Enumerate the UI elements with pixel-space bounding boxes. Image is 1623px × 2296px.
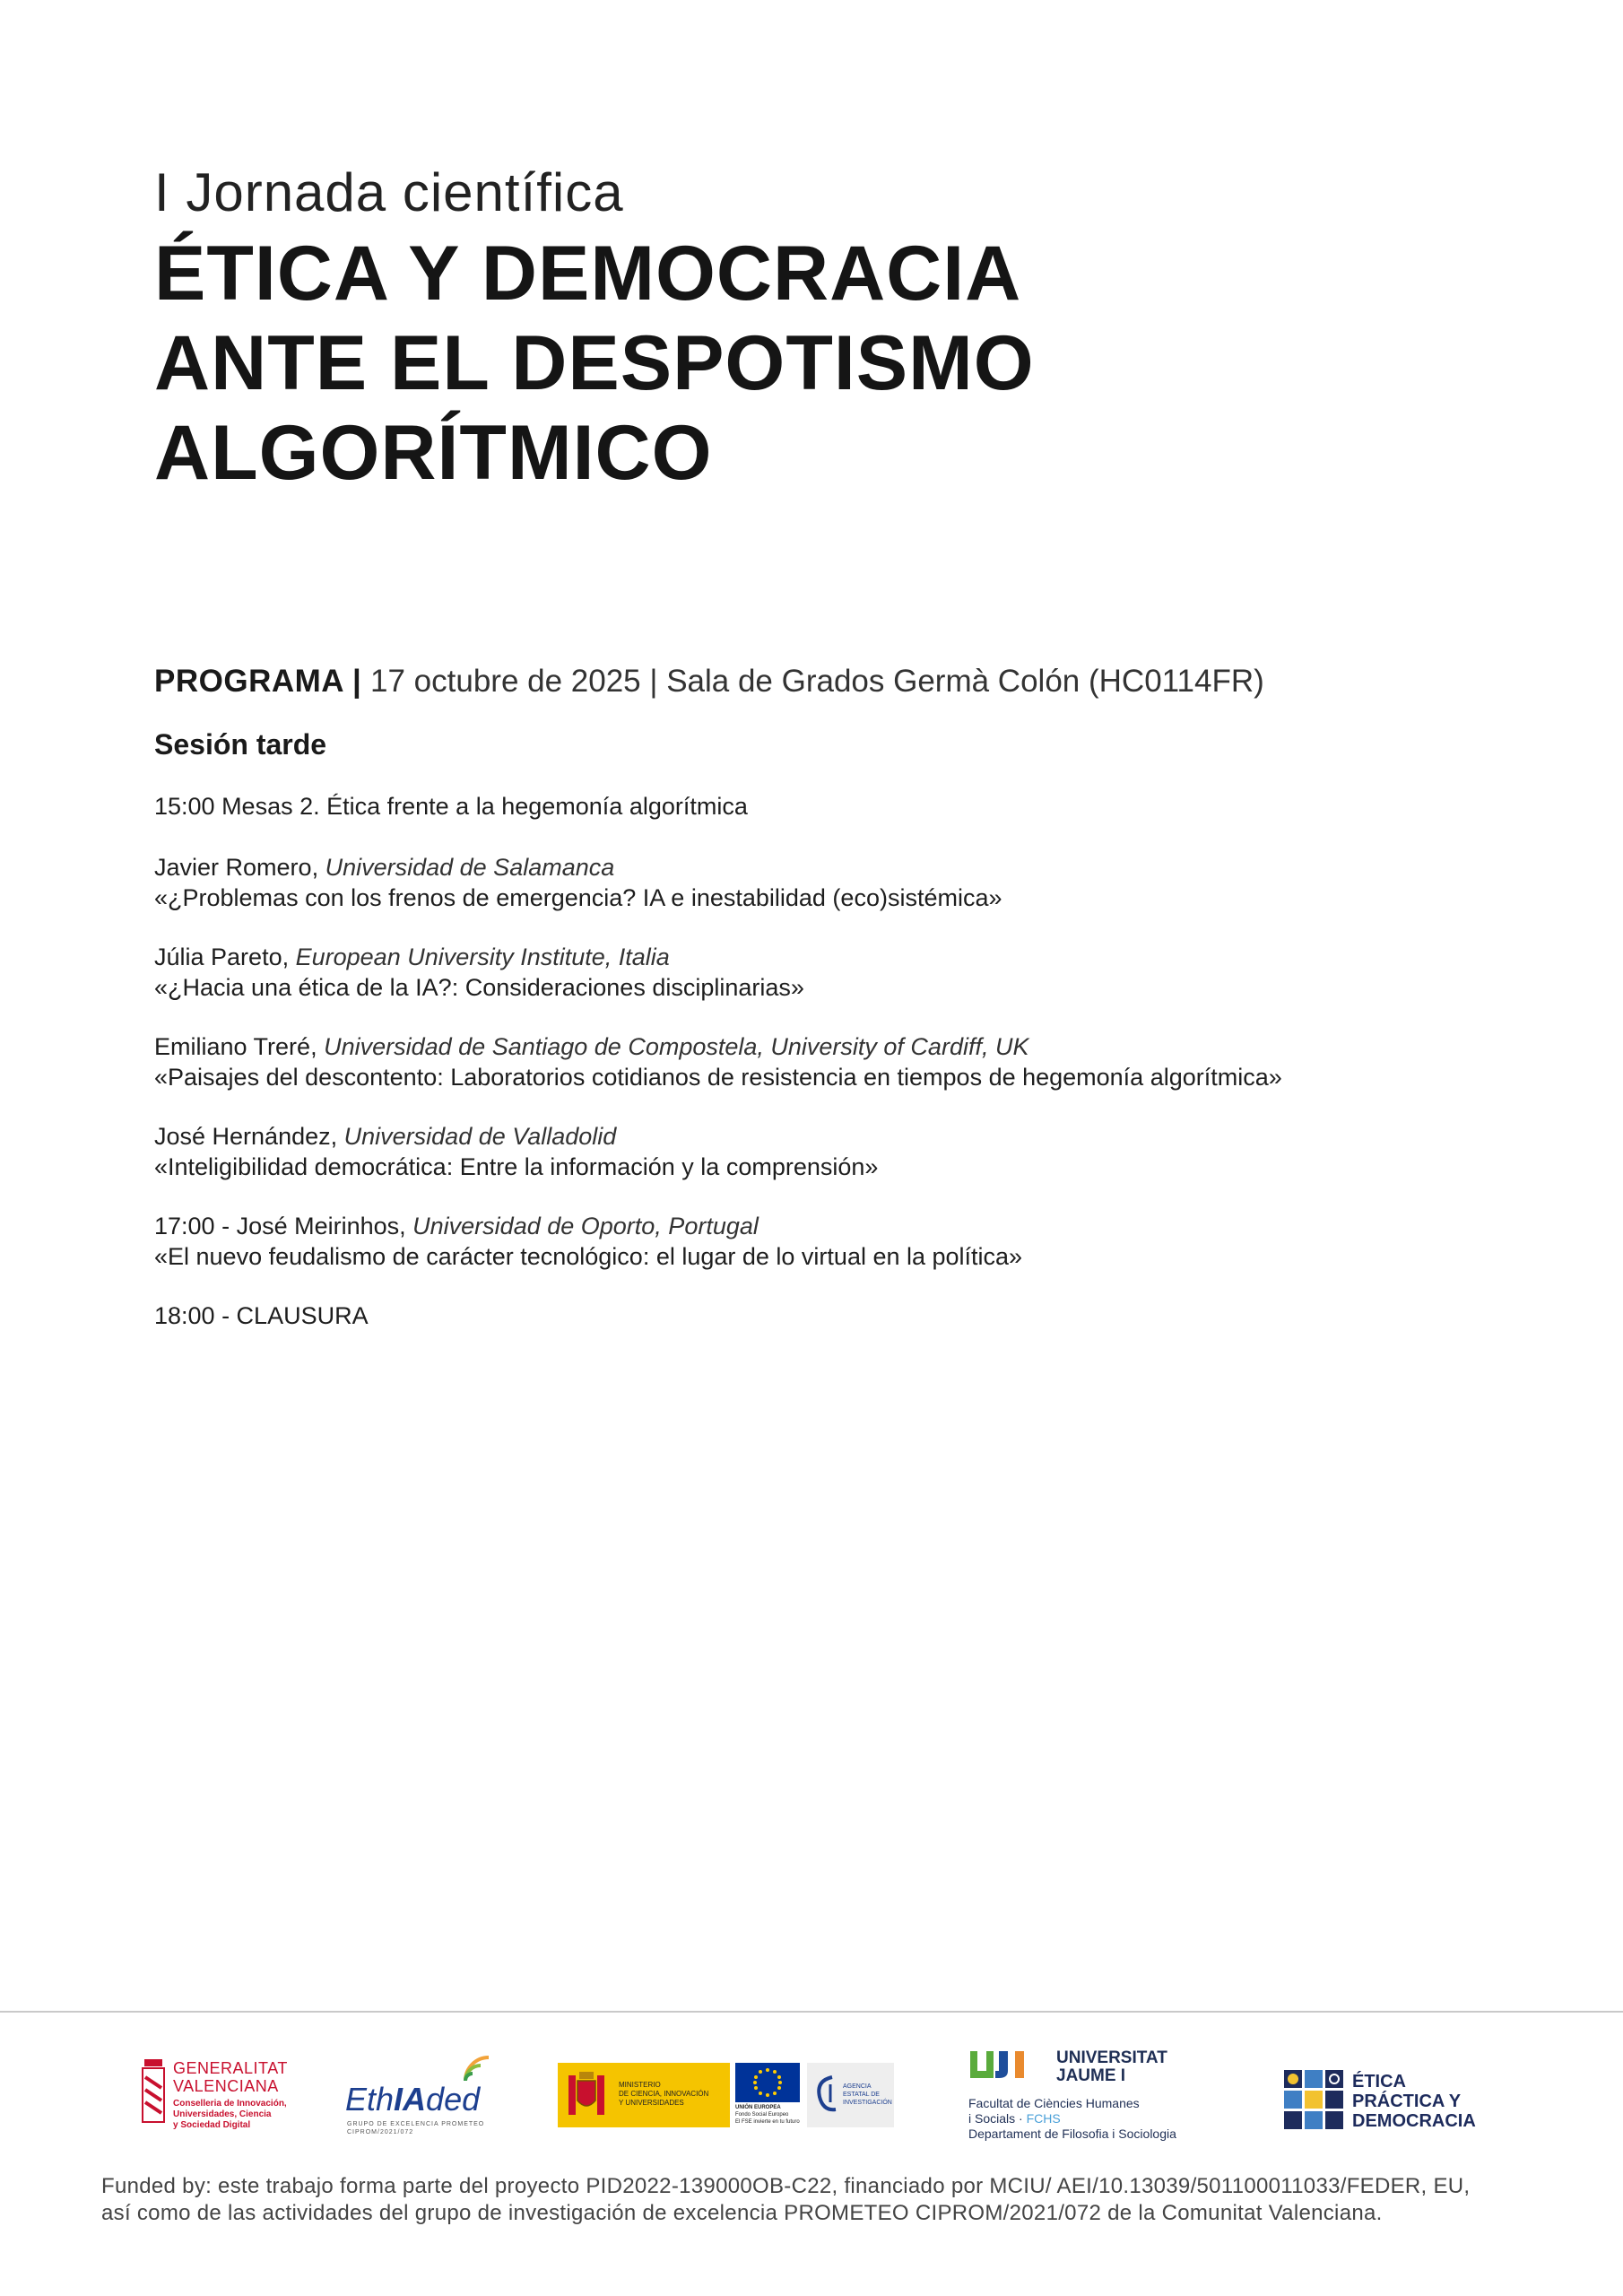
program-date-venue: 17 octubre de 2025 | Sala de Grados Germà Colón (HC0114FR) [370,664,1264,699]
panel-heading: 15:00 Mesas 2. Ética frente a la hegemonía algorítmica [154,793,748,820]
speaker-institution: Universidad de Valladolid [343,1123,617,1150]
talk-speaker-line: José Hernández, Universidad de Valladolid [154,1123,617,1150]
uji-mark-icon [968,2048,1049,2083]
closing-item: 18:00 - CLAUSURA [154,1302,369,1329]
aei-emblem-icon [812,2072,839,2117]
speaker-name: Javier Romero [154,854,312,881]
funding-note-line-2: así como de las actividades del grupo de investigación de excelencia PROMETEO CIPROM/2021/072 de la Comunitat Valenciana. [101,2201,1383,2225]
speaker-name: Emiliano Treré [154,1033,311,1060]
etica-practica-democracia-logo: ÉTICA PRÁCTICA Y DEMOCRACIA [1282,2068,1524,2133]
talk-title: «Paisajes del descontento: Laboratorios cotidianos de resistencia en tiempos de hegemonía algorítmica» [154,1064,1282,1091]
event-title-line-1: ÉTICA Y DEMOCRACIA [154,230,1022,317]
session-heading: Sesión tarde [154,728,327,761]
speaker-name: Júlia Pareto [154,944,282,970]
talk-title: «El nuevo feudalismo de carácter tecnológico: el lugar de lo virtual en la política» [154,1243,1023,1270]
talk-title: «Inteligibilidad democrática: Entre la información y la comprensión» [154,1153,879,1180]
talk-speaker-line: Javier Romero, Universidad de Salamanca [154,854,615,881]
speaker-institution: European University Institute, Italia [295,944,670,970]
speaker-institution: Universidad de Oporto, Portugal [412,1213,759,1239]
ministerio-eu-aei-logo: MINISTERIO DE CIENCIA, INNOVACIÓN Y UNIVERSIDADES UNIÓN EUROPEA Fondo Social Europeo El FSE invierte en tu futuro AGENCIA ESTATAL DE INVESTIGACIÓN [558,2063,894,2127]
speaker-name: José Hernández [154,1123,331,1150]
program-header [154,664,1264,700]
gva-emblem-icon [139,2057,168,2124]
speaker-name: José Meirinhos [236,1213,400,1239]
speaker-institution: Universidad de Santiago de Compostela, University of Cardiff, UK [324,1033,1029,1060]
uji-logo: UNIVERSITAT JAUME I Facultat de Ciències Humanes i Socials · FCHS Departament de Filosofia i Sociologia [968,2048,1176,2141]
signal-waves-icon [462,2054,492,2084]
talk-time: 17:00 - [154,1213,237,1239]
event-title-line-3: ALGORÍTMICO [154,410,713,496]
program-label: PROGRAMA | [154,664,362,699]
generalitat-valenciana-logo: GENERALITAT VALENCIANA Conselleria de Innovación, Universidades, Ciencia y Sociedad Digital [139,2054,318,2135]
talk-title: «¿Problemas con los frenos de emergencia? IA e inestabilidad (eco)sistémica» [154,884,1002,911]
event-subtitle: I Jornada científica [154,162,624,222]
talk-speaker-line: Júlia Pareto, European University Institute, Italia [154,944,670,970]
talk-title: «¿Hacia una ética de la IA?: Consideraciones disciplinarias» [154,974,804,1001]
talk-speaker-line: 17:00 - José Meirinhos, Universidad de Oporto, Portugal [154,1213,759,1239]
eu-flag-icon [735,2063,800,2102]
ethiaded-logo: EthIAded GRUPO DE EXCELENCIA PROMETEO CIPROM/2021/072 [345,2054,507,2135]
spain-coat-of-arms-icon [565,2070,608,2120]
event-title-line-2: ANTE EL DESPOTISMO [154,320,1035,406]
funding-note-line-1: Funded by: este trabajo forma parte del proyecto PID2022-139000OB-C22, financiado por MCIU/ AEI/10.13039/501100011033/FEDER, EU, [101,2174,1471,2198]
talk-speaker-line: Emiliano Treré, Universidad de Santiago de Compostela, University of Cardiff, UK [154,1033,1029,1060]
speaker-institution: Universidad de Salamanca [325,854,615,881]
epd-grid-icon [1282,2068,1345,2131]
footer-divider [0,2011,1623,2013]
